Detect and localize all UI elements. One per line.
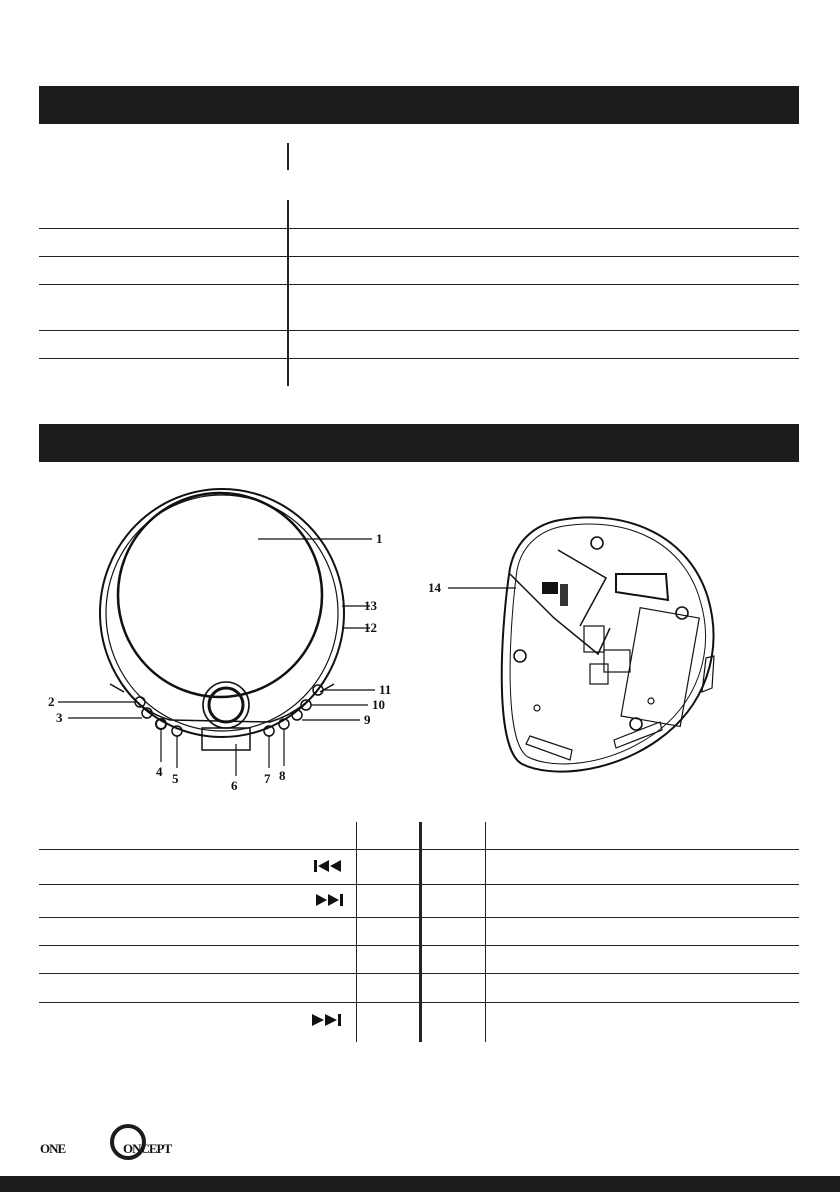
cd-player-back-view (428, 517, 714, 771)
section-header-bar-1 (39, 86, 799, 124)
controls-table-rule (39, 1002, 799, 1003)
spec-table-rule (39, 358, 799, 359)
oneconcept-logo (40, 1122, 250, 1162)
spec-table-rule (39, 284, 799, 285)
callout-10: 10 (372, 697, 385, 712)
section-header-bar-2 (39, 424, 799, 462)
callout-6: 6 (231, 778, 238, 793)
controls-table-rule (39, 945, 799, 946)
spec-table-rule (39, 330, 799, 331)
callout-2: 2 (48, 694, 55, 709)
controls-table-divider (419, 822, 422, 1042)
next-track-icon (314, 893, 344, 907)
device-diagram (40, 478, 800, 800)
spec-table-divider (287, 143, 289, 170)
callout-5: 5 (172, 771, 179, 786)
previous-track-icon (314, 859, 344, 873)
controls-table-divider (356, 822, 357, 1042)
controls-table-rule (39, 973, 799, 974)
callout-8: 8 (279, 768, 286, 783)
spec-table-rule (39, 228, 799, 229)
callout-4: 4 (156, 764, 163, 779)
cd-player-front-view (48, 489, 391, 793)
callout-13: 13 (364, 598, 377, 613)
callout-3: 3 (56, 710, 63, 725)
callout-9: 9 (364, 712, 371, 727)
callout-7: 7 (264, 771, 271, 786)
callout-12: 12 (364, 620, 377, 635)
callout-1: 1 (376, 531, 383, 546)
controls-table-rule (39, 884, 799, 885)
callout-11: 11 (379, 682, 392, 697)
svg-text:ONE: ONE (40, 1141, 66, 1156)
next-track-icon (310, 1013, 344, 1027)
callout-14: 14 (428, 580, 441, 595)
footer-band (0, 1176, 840, 1192)
controls-table-divider (485, 822, 486, 1042)
svg-text:ONCEPT: ONCEPT (123, 1141, 172, 1156)
spec-table-rule (39, 256, 799, 257)
controls-table-rule (39, 917, 799, 918)
controls-table-rule (39, 849, 799, 850)
